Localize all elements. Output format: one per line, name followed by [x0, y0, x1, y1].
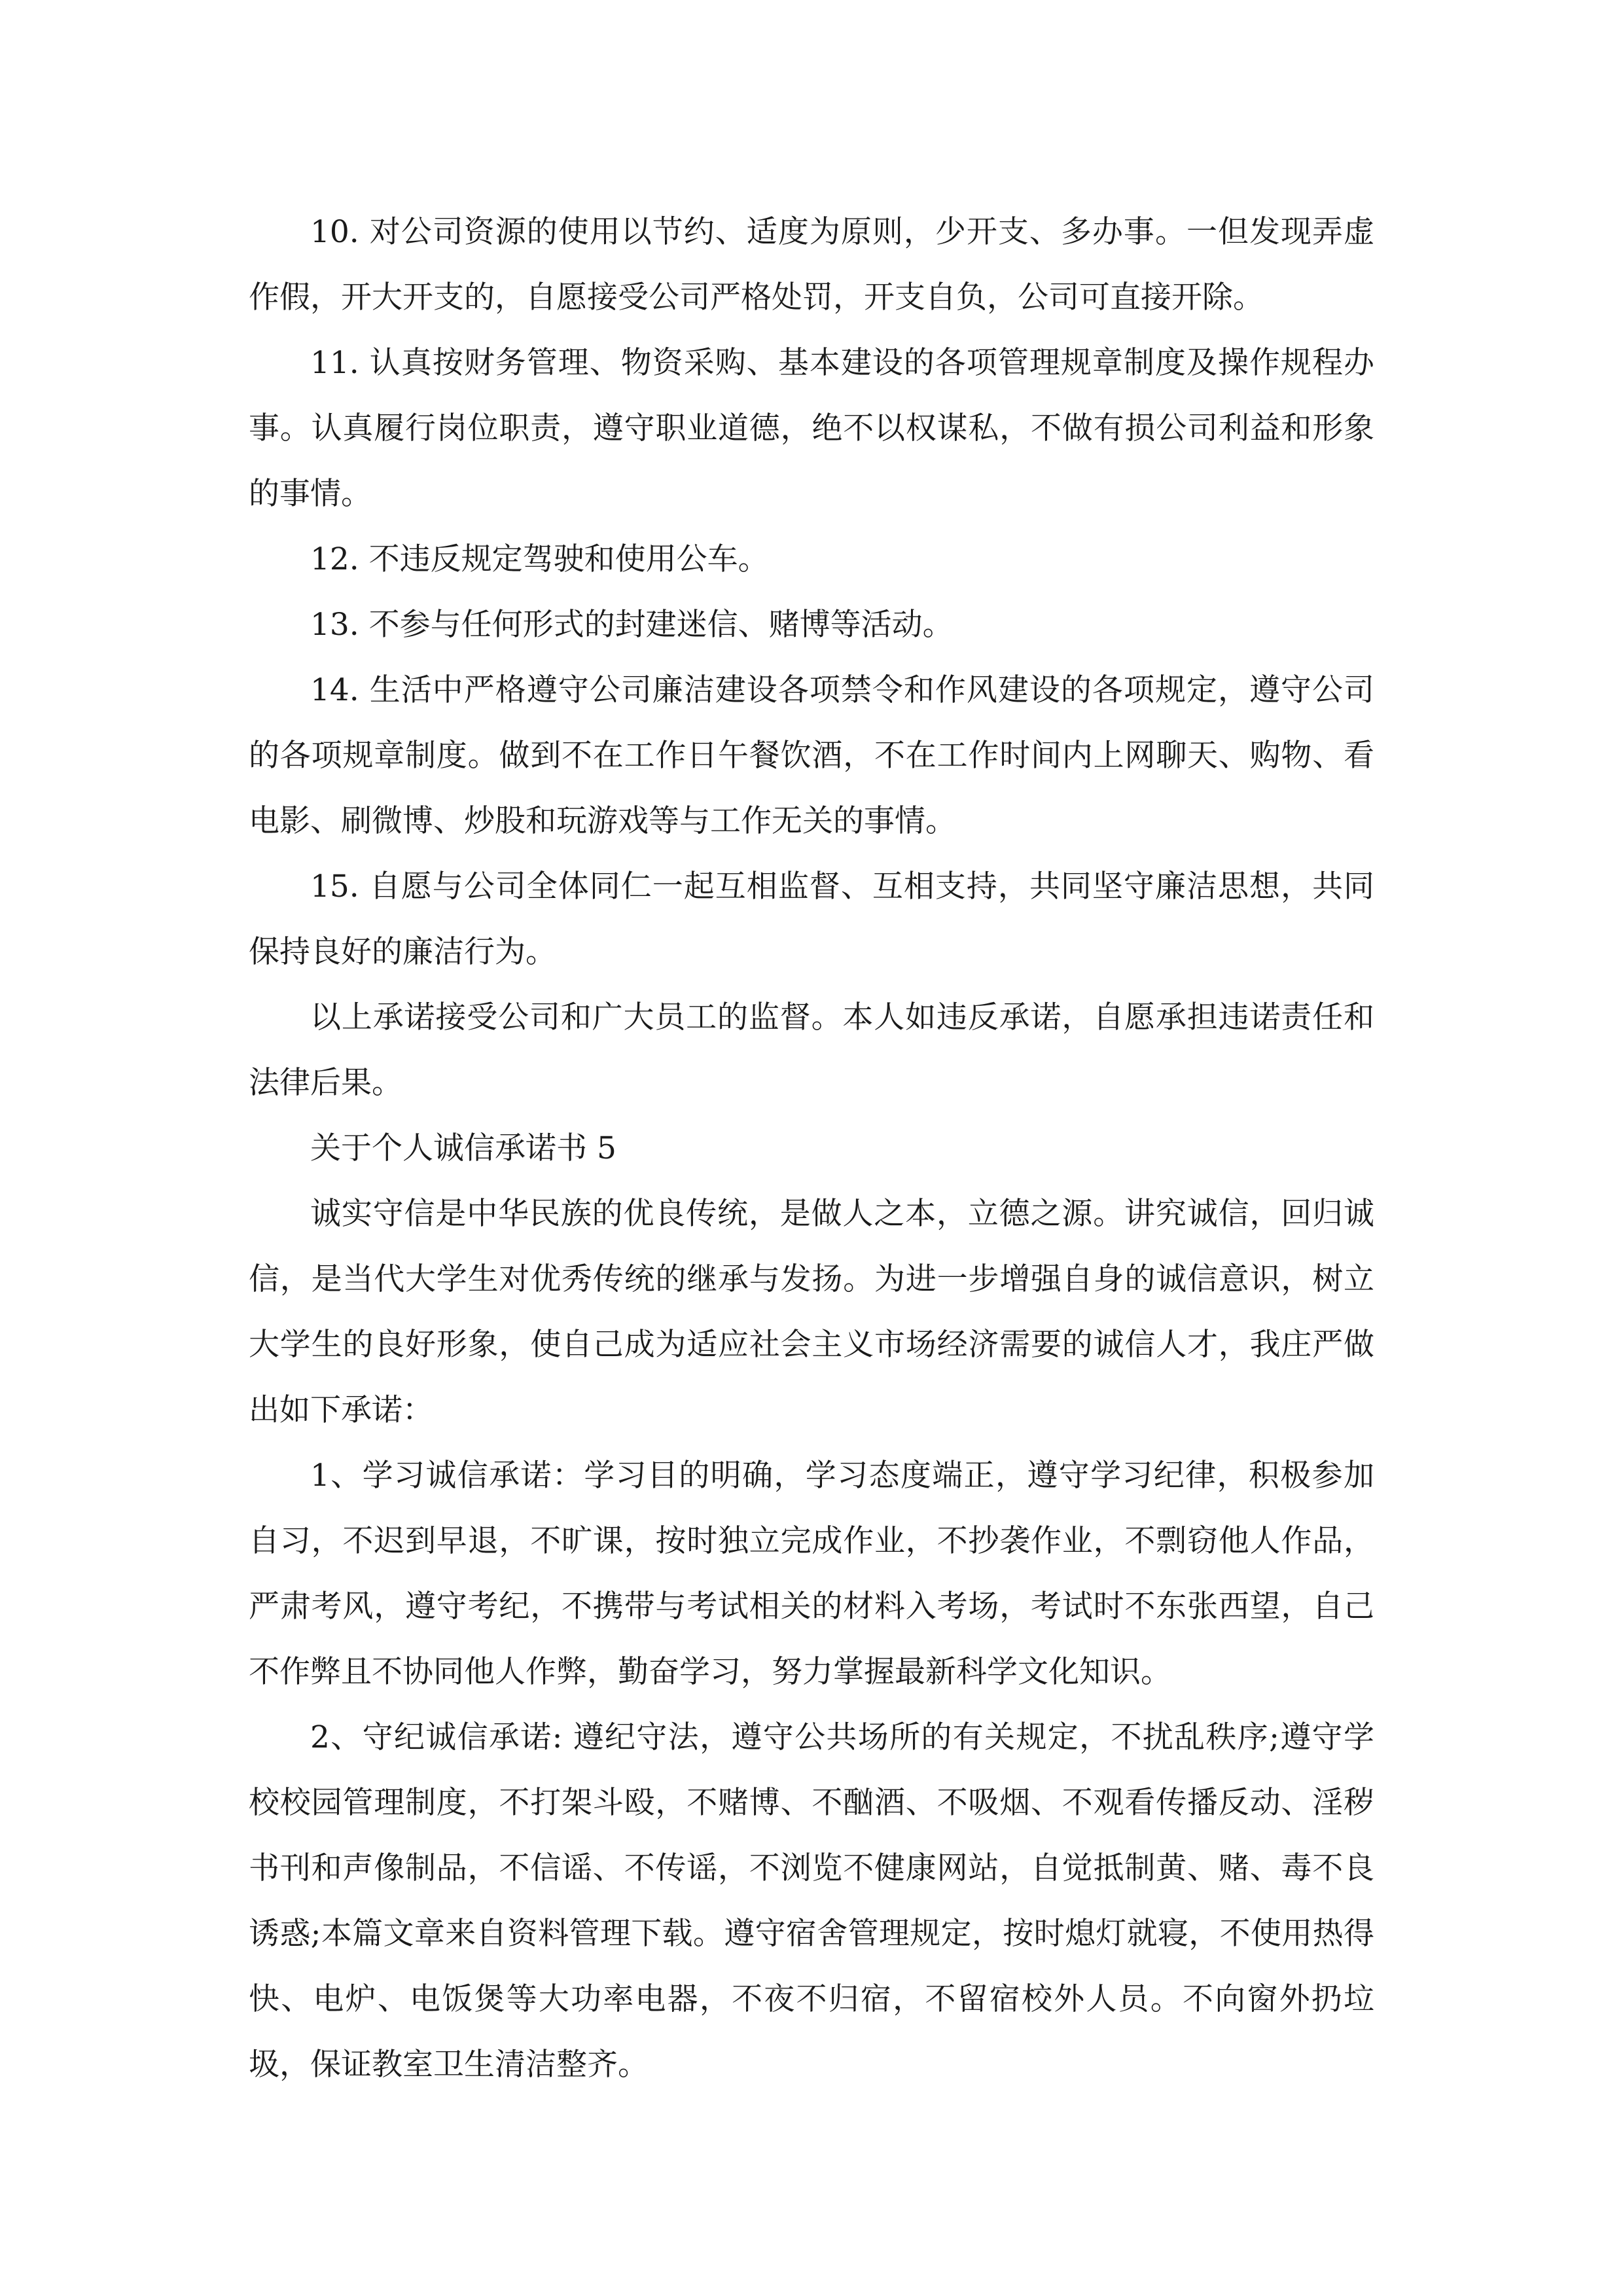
discipline-commitment: 2、守纪诚信承诺: 遵纪守法，遵守公共场所的有关规定，不扰乱秩序;遵守学校校园管理制度，不打架斗殴，不赌博、不酗酒、不吸烟、不观看传播反动、淫秽书刊和声像制品，不信谣、不传谣，不浏览不健康网站，自觉抵制黄、赌、毒不良诱惑;本篇文章来自资料管理下载。遵守宿舍管理规定，按时熄灯就寝，不使用热得快、电炉、电饭煲等大功率电器，不夜不归宿，不留宿校外人员。不向窗外扔垃圾，保证教室卫生清洁整齐。: [249, 1719, 1374, 2083]
paragraph-item-10: 10. 对公司资源的使用以节约、适度为原则，少开支、多办事。一但发现弄虚作假，开大开支的，自愿接受公司严格处罚，开支自负，公司可直接开除。: [249, 214, 1374, 315]
paragraph-item-13: 13. 不参与任何形式的封建迷信、赌博等活动。: [310, 607, 954, 643]
document-page: [249, 200, 1374, 2098]
study-commitment: 1、学习诚信承诺：学习目的明确，学习态度端正，遵守学习纪律，积极参加自习，不迟到早退，不旷课，按时独立完成作业，不抄袭作业，不剽窃他人作品，严肃考风，遵守考纪，不携带与考试相关的材料入考场，考试时不东张西望，自己不作弊且不协同他人作弊，勤奋学习，努力掌握最新科学文化知识。: [249, 1458, 1374, 1690]
paragraph-item-11: 11. 认真按财务管理、物资采购、基本建设的各项管理规章制度及操作规程办事。认真履行岗位职责，遵守职业道德，绝不以权谋私，不做有损公司利益和形象的事情。: [249, 345, 1374, 512]
paragraph-item-12: 12. 不违反规定驾驶和使用公车。: [310, 541, 769, 577]
paragraph-item-14: 14. 生活中严格遵守公司廉洁建设各项禁令和作风建设的各项规定，遵守公司的各项规章制度。做到不在工作日午餐饮酒，不在工作时间内上网聊天、购物、看电影、刷微博、炒股和玩游戏等与工作无关的事情。: [249, 672, 1374, 839]
paragraph-item-15: 15. 自愿与公司全体同仁一起互相监督、互相支持，共同坚守廉洁思想，共同保持良好的廉洁行为。: [249, 869, 1374, 970]
section-intro: 诚实守信是中华民族的优良传统，是做人之本，立德之源。讲究诚信，回归诚信，是当代大学生对优秀传统的继承与发扬。为进一步增强自身的诚信意识，树立大学生的良好形象，使自己成为适应社会主义市场经济需要的诚信人才，我庄严做出如下承诺：: [249, 1196, 1374, 1428]
closing-statement: 以上承诺接受公司和广大员工的监督。本人如违反承诺，自愿承担违诺责任和法律后果。: [249, 999, 1374, 1101]
section-title: 关于个人诚信承诺书 5: [310, 1130, 616, 1166]
